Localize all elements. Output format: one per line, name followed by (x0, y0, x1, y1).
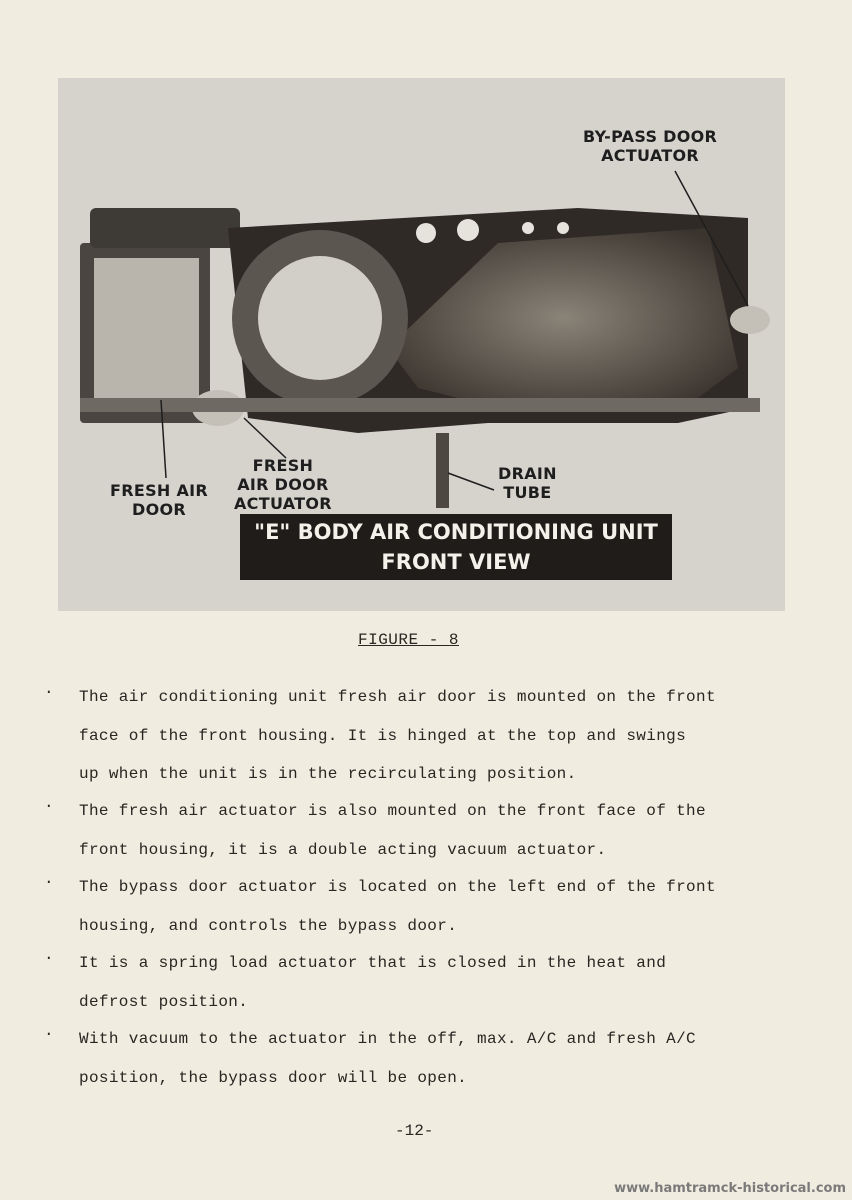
bullet-dot: . (44, 680, 54, 698)
bullet-text: The air conditioning unit fresh air door is mounted on the front face of the front housing. It is hinged at the top and swings up when the unit is in the recirculating position. (79, 688, 716, 783)
callout-line: DRAIN (498, 464, 557, 483)
bullet-text: The fresh air actuator is also mounted on the front face of the front housing, it is a double acting vacuum actuator. (79, 802, 706, 859)
callout-line: ACTUATOR (601, 146, 700, 165)
callout-line: FRESH (252, 456, 314, 475)
bullet-text: With vacuum to the actuator in the off, max. A/C and fresh A/C position, the bypass door will be open. (79, 1030, 696, 1087)
callout-line: BY-PASS DOOR (583, 127, 718, 146)
bullet-dot: . (44, 1022, 54, 1040)
figure-title-line: FRONT VIEW (381, 550, 531, 574)
page-number: -12- (395, 1122, 434, 1140)
bullet-dot: . (44, 946, 54, 964)
callout-line: AIR DOOR (237, 475, 329, 494)
bullet-text: The bypass door actuator is located on the left end of the front housing, and controls the bypass door. (79, 878, 716, 935)
callout-fresh-air-door-actuator (234, 456, 332, 513)
callout-line: FRESH AIR (110, 481, 209, 500)
figure-title-box (240, 514, 672, 580)
figure-title-line: "E" BODY AIR CONDITIONING UNIT (254, 520, 658, 544)
callout-line: TUBE (503, 483, 552, 502)
figure-caption: FIGURE - 8 (358, 631, 460, 649)
callout-line: ACTUATOR (234, 494, 332, 513)
watermark: www.hamtramck-historical.com (614, 1181, 846, 1196)
bullet-dot: . (44, 794, 54, 812)
callout-fresh-air-door (110, 481, 208, 519)
figure-photo (58, 78, 785, 611)
bullet-text: It is a spring load actuator that is closed in the heat and defrost position. (79, 954, 667, 1011)
callout-line: DOOR (132, 500, 187, 519)
bullet-dot: . (44, 870, 54, 888)
callout-drain-tube (498, 464, 557, 502)
callout-bypass-door-actuator (583, 127, 717, 165)
